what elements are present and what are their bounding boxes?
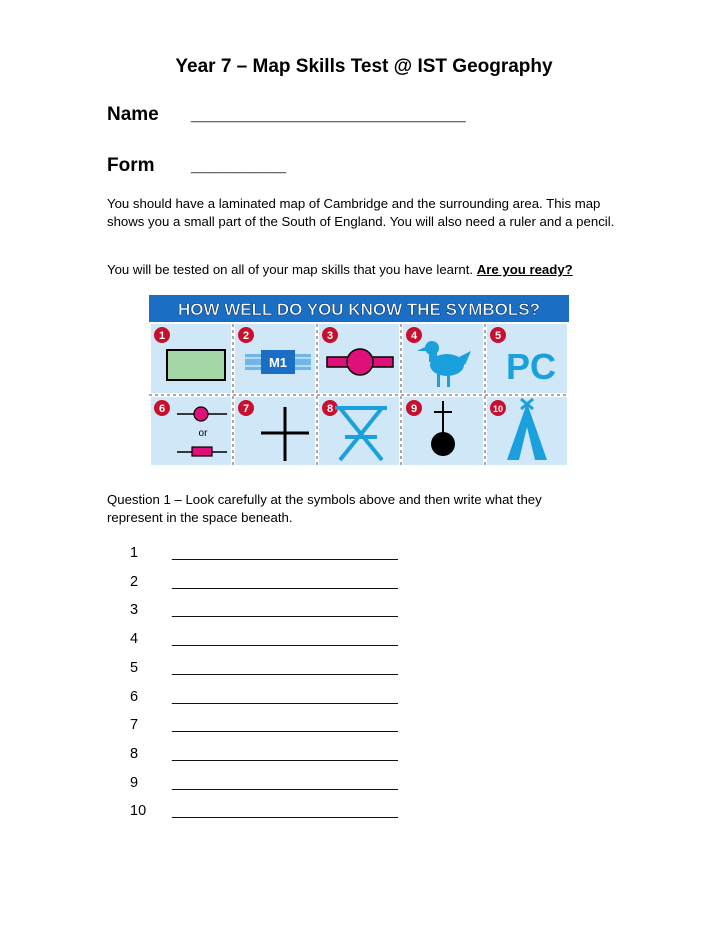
answer-blank[interactable]: ____________________________ [172,545,398,561]
ready-paragraph [107,261,617,279]
answer-row [130,631,398,647]
answer-row [130,545,398,561]
ready-text: You will be tested on all of your map skills that you have learnt. [107,262,477,277]
intro-paragraph: You should have a laminated map of Cambridge and the surrounding area. This map shows you a small part of the South of England. You will also need a ruler and a pencil. [107,196,615,229]
answer-blank[interactable]: ____________________________ [172,803,398,820]
name-label: Name [107,104,159,125]
answer-number: 9 [130,774,139,791]
page-title: Year 7 – Map Skills Test @ IST Geography [175,56,553,77]
answer-blank[interactable]: ____________________________ [172,774,398,791]
answer-blank[interactable]: ____________________________ [172,688,398,705]
answer-row [130,717,398,733]
ready-emphasis: Are you ready? [476,262,573,277]
answer-number: 5 [130,659,139,676]
answer-row [130,746,398,762]
badge-5: 5 [494,330,502,342]
rectangle-icon [167,350,225,380]
answer-blank[interactable]: ____________________________ [172,717,398,734]
badge-4: 4 [410,330,418,342]
motorway-label: M1 [268,355,288,370]
symbols-panel [149,295,569,467]
answer-number: 6 [130,688,139,705]
answer-blank[interactable]: ____________________________ [172,745,398,762]
answer-blank[interactable]: ____________________________ [172,631,398,648]
answer-number: 4 [130,631,139,648]
badge-7: 7 [242,403,250,415]
badge-10: 10 [492,404,504,414]
question-1-text: Question 1 – Look carefully at the symbols above and then write what they represent in the space beneath. [107,492,542,525]
station-alt-or: or [198,428,208,439]
answer-row [130,602,398,618]
answer-blank[interactable]: ____________________________ [172,602,398,619]
form-blank[interactable]: _________ [191,155,287,176]
answer-row [130,803,398,819]
answer-number: 8 [130,745,139,762]
badge-1: 1 [158,330,166,342]
answer-blank[interactable]: ____________________________ [172,659,398,676]
answer-number: 2 [130,573,139,590]
name-blank[interactable]: __________________________ [191,104,466,125]
badge-3: 3 [326,330,334,342]
answer-number: 10 [130,803,147,820]
badge-2: 2 [242,330,250,342]
answer-blank[interactable]: ____________________________ [172,573,398,590]
form-label: Form [107,155,155,176]
answer-row [130,574,398,590]
pc-letters-icon: PC [505,346,557,387]
answer-row [130,689,398,705]
badge-6: 6 [158,403,166,415]
answer-row [130,660,398,676]
answer-row [130,775,398,791]
badge-8: 8 [326,403,334,415]
badge-9: 9 [410,403,418,415]
answer-number: 1 [130,545,139,561]
symbols-banner-text: HOW WELL DO YOU KNOW THE SYMBOLS? [177,300,541,319]
answer-number: 7 [130,717,139,734]
answer-number: 3 [130,602,139,619]
